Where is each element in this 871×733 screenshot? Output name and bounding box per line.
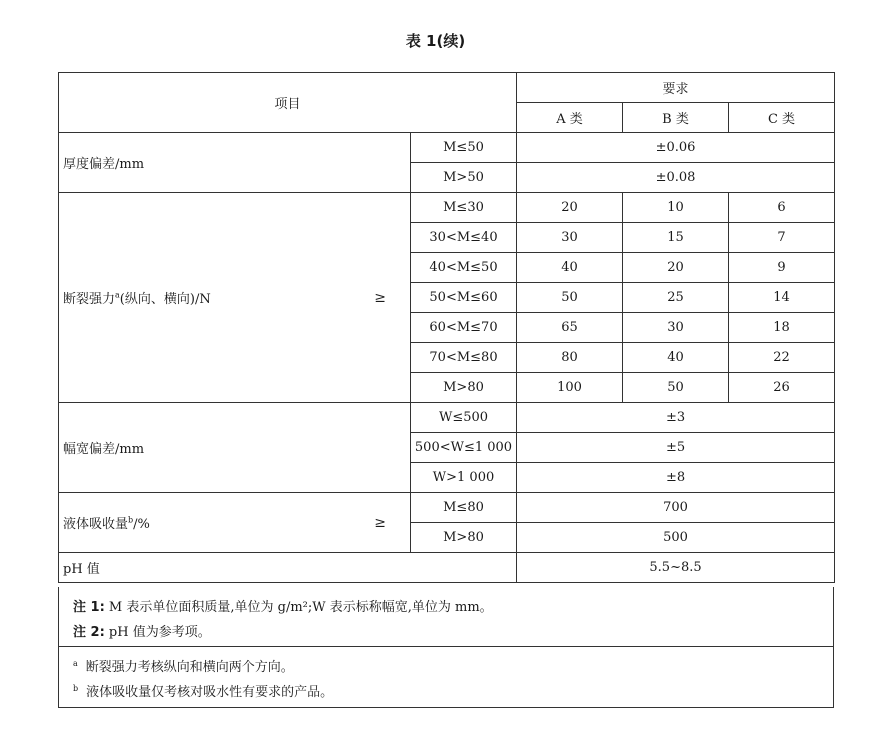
strength-cond: 40<M≤50 xyxy=(411,253,517,283)
note-2-label: 注 2: xyxy=(73,625,105,640)
absorb-cond: M≤80 xyxy=(411,493,517,523)
width-value: ±3 xyxy=(517,403,835,433)
header-class-a: A 类 xyxy=(517,103,623,133)
strength-b: 20 xyxy=(623,253,729,283)
note-1-text: M 表示单位面积质量,单位为 g/m²;W 表示标称幅宽,单位为 mm。 xyxy=(108,600,493,615)
strength-c: 7 xyxy=(729,223,835,253)
strength-cond: 50<M≤60 xyxy=(411,283,517,313)
ph-label: pH 值 xyxy=(59,553,517,583)
strength-b: 10 xyxy=(623,193,729,223)
footnote-a-text: 断裂强力考核纵向和横向两个方向。 xyxy=(85,660,294,675)
strength-cond: 70<M≤80 xyxy=(411,343,517,373)
strength-cond: 30<M≤40 xyxy=(411,223,517,253)
strength-label-text: 断裂强力 xyxy=(63,292,116,307)
strength-c: 9 xyxy=(729,253,835,283)
header-requirement: 要求 xyxy=(517,73,835,103)
strength-a: 100 xyxy=(517,373,623,403)
thickness-value: ±0.06 xyxy=(517,133,835,163)
header-item: 项目 xyxy=(59,73,517,133)
thickness-label: 厚度偏差/mm xyxy=(59,133,411,193)
strength-a: 20 xyxy=(517,193,623,223)
strength-label xyxy=(59,193,411,403)
strength-c: 6 xyxy=(729,193,835,223)
strength-a: 30 xyxy=(517,223,623,253)
absorb-label-text: 液体吸收量 xyxy=(63,517,129,532)
strength-ge-symbol: ≥ xyxy=(374,289,386,306)
strength-footnote-mark: a xyxy=(115,290,120,300)
width-cond: 500<W≤1 000 xyxy=(411,433,517,463)
thickness-cond: M>50 xyxy=(411,163,517,193)
width-label: 幅宽偏差/mm xyxy=(59,403,411,493)
strength-b: 25 xyxy=(623,283,729,313)
footnote-b-text: 液体吸收量仅考核对吸水性有要求的产品。 xyxy=(86,685,334,700)
width-value: ±8 xyxy=(517,463,835,493)
strength-a: 50 xyxy=(517,283,623,313)
absorb-label-tail: /% xyxy=(133,517,150,532)
strength-cond: M>80 xyxy=(411,373,517,403)
strength-c: 14 xyxy=(729,283,835,313)
footnote-b xyxy=(73,681,333,700)
absorb-label xyxy=(59,493,411,553)
note-1 xyxy=(73,596,493,615)
strength-b: 30 xyxy=(623,313,729,343)
strength-b: 40 xyxy=(623,343,729,373)
thickness-value: ±0.08 xyxy=(517,163,835,193)
footnotes-section xyxy=(58,647,834,708)
strength-a: 40 xyxy=(517,253,623,283)
strength-b: 50 xyxy=(623,373,729,403)
strength-cond: M≤30 xyxy=(411,193,517,223)
width-cond: W>1 000 xyxy=(411,463,517,493)
header-class-c: C 类 xyxy=(729,103,835,133)
thickness-cond: M≤50 xyxy=(411,133,517,163)
notes-section xyxy=(58,587,834,647)
footnote-b-mark: b xyxy=(73,683,79,693)
strength-c: 26 xyxy=(729,373,835,403)
footnote-a-mark: a xyxy=(73,658,78,668)
header-class-b: B 类 xyxy=(623,103,729,133)
strength-cond: 60<M≤70 xyxy=(411,313,517,343)
absorb-value: 700 xyxy=(517,493,835,523)
strength-c: 18 xyxy=(729,313,835,343)
footnote-a xyxy=(73,656,294,675)
ph-value: 5.5~8.5 xyxy=(517,553,835,583)
absorb-footnote-mark: b xyxy=(128,515,134,525)
note-2 xyxy=(73,621,211,640)
strength-b: 15 xyxy=(623,223,729,253)
width-value: ±5 xyxy=(517,433,835,463)
absorb-value: 500 xyxy=(517,523,835,553)
spec-table xyxy=(58,72,835,583)
width-cond: W≤500 xyxy=(411,403,517,433)
strength-a: 65 xyxy=(517,313,623,343)
strength-label-tail: (纵向、横向)/N xyxy=(119,292,211,307)
note-2-text: pH 值为参考项。 xyxy=(108,625,211,640)
absorb-ge-symbol: ≥ xyxy=(374,514,386,531)
table-title: 表 1(续) xyxy=(405,32,466,50)
absorb-cond: M>80 xyxy=(411,523,517,553)
strength-a: 80 xyxy=(517,343,623,373)
strength-c: 22 xyxy=(729,343,835,373)
note-1-label: 注 1: xyxy=(73,600,105,615)
